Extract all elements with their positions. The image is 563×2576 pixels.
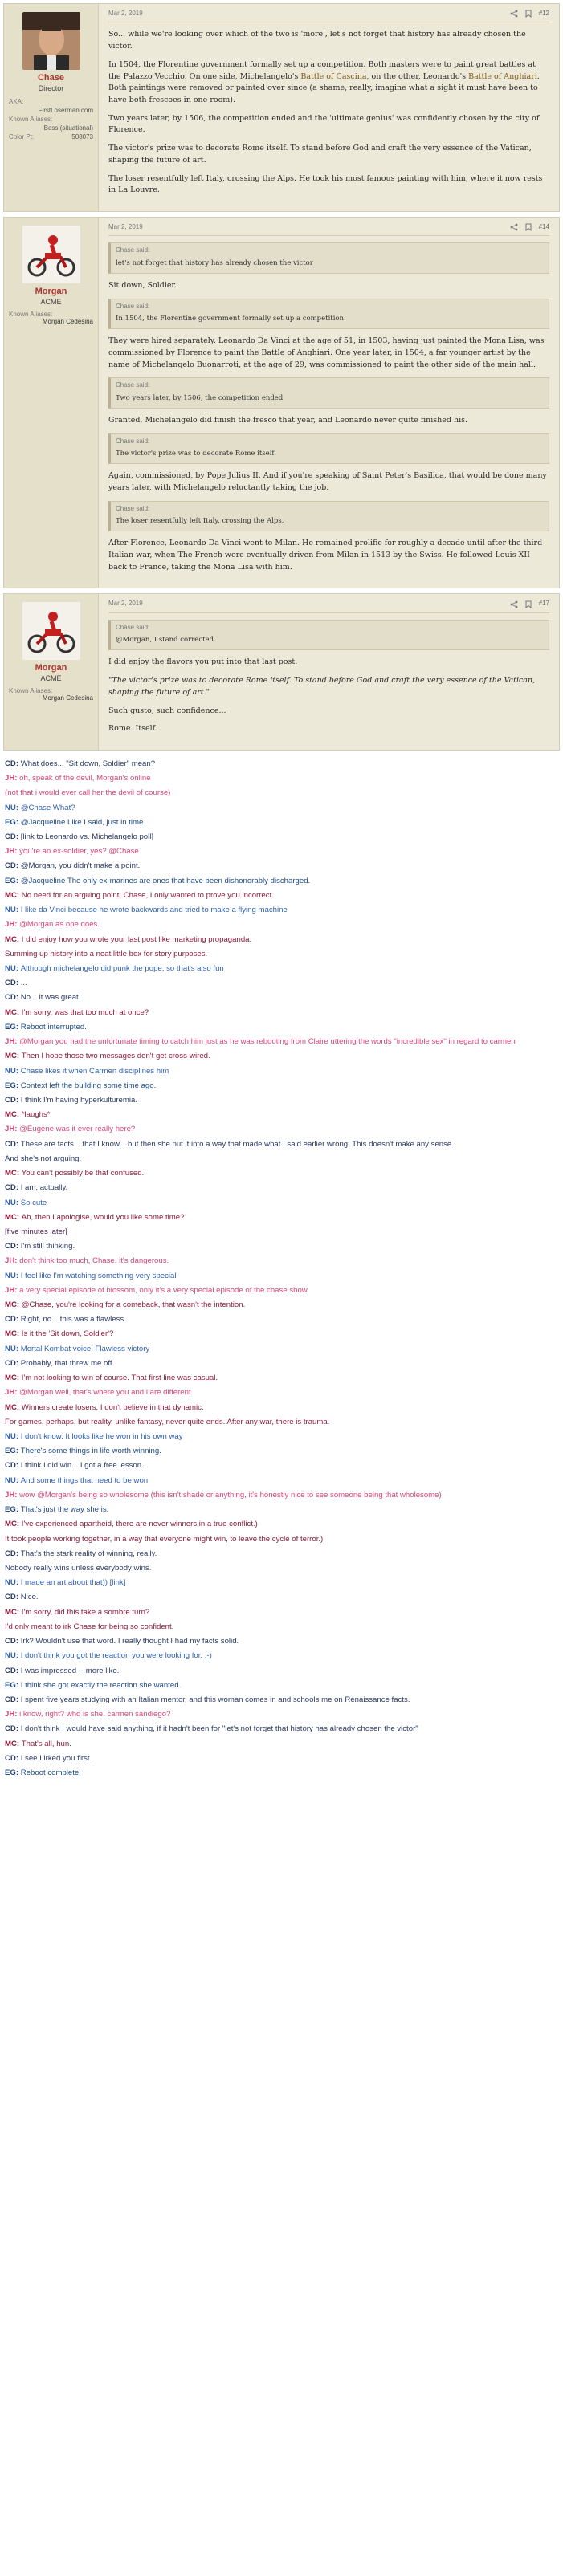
chat-line xyxy=(5,1490,558,1500)
stat-value: FirstLoserman.com xyxy=(38,107,93,114)
chat-speaker: CD: xyxy=(5,1593,21,1602)
chat-line xyxy=(5,1548,558,1559)
chat-line xyxy=(5,1592,558,1602)
chat-speaker: JH: xyxy=(5,1388,20,1398)
chat-speaker: CD: xyxy=(5,1637,21,1646)
chat-line xyxy=(5,1124,558,1134)
chat-line xyxy=(5,1636,558,1646)
chat-line xyxy=(5,963,558,974)
chat-speaker: NU: xyxy=(5,1651,21,1661)
post-paragraph xyxy=(108,113,549,136)
quote-author[interactable]: Chase said: xyxy=(116,623,150,631)
chat-text: It took people working together, in a way that everyone might win, to leave the cycle of terror.) xyxy=(5,1534,324,1544)
chat-line xyxy=(5,1314,558,1325)
chat-text: don't think too much, Chase. it's dangerous. xyxy=(19,1256,169,1266)
chat-line xyxy=(5,876,558,886)
chat-text: I'm not looking to win of course. That first line was casual. xyxy=(21,1373,218,1383)
username[interactable]: Chase xyxy=(37,73,65,83)
chat-line xyxy=(5,1417,558,1427)
chat-line xyxy=(5,1066,558,1076)
quote-text: let's not forget that history has already chosen the victor xyxy=(116,258,313,267)
chat-text: That's all, hun. xyxy=(21,1739,71,1748)
post-paragraph: Such gusto, such confidence... xyxy=(108,706,226,715)
chat-text: I'd only meant to irk Chase for being so confident. xyxy=(5,1622,174,1631)
chat-log xyxy=(0,755,563,1789)
post-number[interactable]: #17 xyxy=(538,600,549,608)
chat-line xyxy=(5,1344,558,1354)
quote-author[interactable]: Chase said: xyxy=(116,246,150,254)
reply-text: Sit down, Soldier. xyxy=(108,280,177,290)
chat-speaker: CD: xyxy=(5,759,21,768)
quote-text: In 1504, the Florentine government formally set up a competition. xyxy=(116,315,346,324)
quote-block xyxy=(108,433,549,465)
chat-line xyxy=(5,803,558,813)
chat-line xyxy=(5,1358,558,1369)
chat-text: I don't think you got the reaction you were looking for. ;-) xyxy=(20,1651,212,1661)
chat-speaker: EG: xyxy=(5,1680,21,1690)
chat-line xyxy=(5,905,558,915)
chat-speaker: EG: xyxy=(5,876,21,885)
reply-text: They were hired separately. Leonardo Da Vinci at the age of 51, in 1503, having just painted the Mona Lisa, was commissioned by Florence to paint the Battle of Anghiari. One year later, in 1504, a far younger artist by the name of Michelangelo Buonarroti, at the age of 29, was commissioned to paint the other side of the main hall. xyxy=(108,336,545,369)
chat-line xyxy=(5,1607,558,1618)
chat-text: I spent five years studying with an Italian mentor, and this woman comes in and schools me on Renaissance facts. xyxy=(20,1695,410,1704)
chat-text: No need for an arguing point, Chase, I only wanted to prove you incorrect. xyxy=(21,890,274,900)
battle-of-anghiari-link[interactable]: Battle of Anghiari xyxy=(468,71,537,81)
chat-text: Summing up history into a neat little box for story purposes. xyxy=(5,949,208,958)
paragraph-text: So... while we're looking over which of the two is 'more', let's not forget that history has already chosen the victor. xyxy=(108,30,526,51)
post-body xyxy=(99,218,559,588)
chat-speaker: JH: xyxy=(5,1037,20,1047)
post-date[interactable]: Mar 2, 2019 xyxy=(108,600,143,608)
chat-line xyxy=(5,1329,558,1339)
quote-block xyxy=(108,377,549,409)
avatar-morgan-icon xyxy=(22,602,80,660)
chat-speaker: NU: xyxy=(5,1475,21,1485)
chat-speaker: EG: xyxy=(5,1505,21,1515)
chat-speaker: NU: xyxy=(5,1066,21,1076)
chat-text: i know, right? who is she, carmen sandiego? xyxy=(19,1710,171,1719)
chat-speaker: MC: xyxy=(5,1329,22,1339)
chat-speaker: MC: xyxy=(5,1373,22,1383)
chat-speaker: MC: xyxy=(5,890,22,900)
chat-text: Context left the building some time ago. xyxy=(20,1080,157,1090)
post-number[interactable]: #12 xyxy=(538,10,549,17)
chat-text: Mortal Kombat voice: Flawless victory xyxy=(20,1344,150,1353)
post-user-panel xyxy=(4,4,99,211)
chat-speaker: MC: xyxy=(5,1739,22,1748)
chat-text: There's some things in life worth winning. xyxy=(20,1447,161,1456)
paragraph-text: The loser resentfully left Italy, crossing the Alps. He took his most famous painting with him, where it now rests in La Louvre. xyxy=(108,173,543,195)
chat-text: @Chase, you're looking for a comeback, that wasn't the intention. xyxy=(21,1300,246,1310)
post-user-panel xyxy=(4,594,99,750)
user-stats xyxy=(9,97,93,141)
chat-speaker: JH: xyxy=(5,1256,20,1266)
battle-of-cascina-link[interactable]: Battle of Cascina xyxy=(300,71,367,81)
chat-speaker: CD: xyxy=(5,979,21,988)
chat-line xyxy=(5,1241,558,1251)
post-number[interactable]: #14 xyxy=(538,223,549,231)
chat-speaker: JH: xyxy=(5,1490,20,1500)
quote-block xyxy=(108,299,549,330)
chat-text: Ah, then I apologise, would you like some time? xyxy=(21,1212,185,1222)
post-body xyxy=(99,4,559,211)
chat-text: (not that i would ever call her the devil of course) xyxy=(5,788,171,798)
reply-text: Again, commissioned, by Pope Julius II. And if you're speaking of Saint Peter's Basilica, that would be done many years later, with Michelangelo reluctantly taking the job. xyxy=(108,471,547,492)
chat-line xyxy=(5,1198,558,1208)
chat-text: I am, actually. xyxy=(20,1183,68,1193)
chat-line xyxy=(5,1285,558,1296)
chat-speaker: CD: xyxy=(5,1666,21,1675)
chat-speaker: EG: xyxy=(5,1022,21,1032)
post-user-panel xyxy=(4,218,99,588)
chat-speaker: CD: xyxy=(5,1695,21,1704)
chat-line xyxy=(5,1154,558,1164)
chat-text: Nice. xyxy=(20,1593,39,1602)
chat-text: I think I'm having hyperkulturemia. xyxy=(20,1095,137,1105)
chat-text: So cute xyxy=(20,1198,47,1207)
chat-text: Irk? Wouldn't use that word. I really thought I had my facts solid. xyxy=(20,1637,239,1646)
forum-post xyxy=(3,593,560,751)
chat-speaker: JH: xyxy=(5,1125,20,1134)
chat-line xyxy=(5,1519,558,1529)
chat-text: I'm sorry, was that too much at once? xyxy=(21,1007,149,1017)
paragraph-text: In 1504, the Florentine government formally set up a competition. Both masters were to paint great battles at the Palazzo Vecchio. On one side, Michelangelo's xyxy=(108,59,536,81)
chat-line xyxy=(5,1446,558,1456)
chat-line xyxy=(5,1680,558,1691)
chat-speaker: CD: xyxy=(5,1139,21,1149)
quote-author[interactable]: Chase said: xyxy=(116,381,150,389)
forum-post xyxy=(3,217,560,588)
user-title: Director xyxy=(38,84,64,92)
quote-text: @Morgan, I stand corrected. xyxy=(116,636,216,645)
chat-text: a very special episode of blossom, only it's a very special episode of the chase show xyxy=(19,1285,308,1295)
chat-line xyxy=(5,1051,558,1061)
chat-speaker: CD: xyxy=(5,1183,21,1193)
chat-line xyxy=(5,1182,558,1193)
paragraph-text: Two years later, by 1506, the competition ended and the 'ultimate genius' was confidently chosen by the city of Florence. xyxy=(108,113,540,135)
chat-line xyxy=(5,1709,558,1719)
chat-speaker: EG: xyxy=(5,817,21,827)
share-icon[interactable] xyxy=(510,223,518,231)
post-paragraph: Rome. Itself. xyxy=(108,724,157,734)
chat-speaker: CD: xyxy=(5,1315,21,1325)
paragraph-text: The victor's prize was to decorate Rome itself. To stand before God and craft the very essence of the Vatican, shaping the future of art. xyxy=(108,144,532,165)
chat-speaker: MC: xyxy=(5,1402,22,1412)
chat-speaker: NU: xyxy=(5,1344,21,1353)
chat-speaker: JH: xyxy=(5,1285,20,1295)
quote-author[interactable]: Chase said: xyxy=(116,504,150,512)
chat-text: I did enjoy how you wrote your last post like marketing propaganda. xyxy=(21,934,252,944)
chat-speaker: EG: xyxy=(5,1080,21,1090)
chat-line xyxy=(5,1768,558,1778)
chat-speaker: CD: xyxy=(5,832,21,842)
chat-line xyxy=(5,787,558,798)
chat-speaker: CD: xyxy=(5,861,21,871)
post-header xyxy=(108,222,549,236)
chat-speaker: MC: xyxy=(5,1607,22,1617)
chat-text: [five minutes later] xyxy=(5,1227,67,1236)
chat-text: @Eugene was it ever really here? xyxy=(19,1125,136,1134)
alias-value: Morgan Cedesina xyxy=(42,318,93,326)
chat-text: What does... "Sit down, Soldier" mean? xyxy=(20,759,156,768)
chat-text: @Morgan well, that's where you and i are different. xyxy=(19,1388,194,1398)
chat-text: Although michelangelo did punk the pope, so that's also fun xyxy=(20,964,224,974)
chat-line xyxy=(5,978,558,988)
chat-text: I've experienced apartheid, there are never winners in a true conflict.) xyxy=(21,1520,258,1529)
chat-text: Right, no... this was a flawless. xyxy=(20,1315,126,1325)
chat-text: Probably, that threw me off. xyxy=(20,1358,115,1368)
aliases-label: Known Aliases: xyxy=(9,687,53,695)
stat-key: Known Aliases: xyxy=(9,116,53,123)
quote-text: Two years later, by 1506, the competition ended xyxy=(116,393,284,402)
quote-block xyxy=(108,501,549,532)
share-icon[interactable] xyxy=(510,10,518,18)
chat-text: I feel like I'm watching something very special xyxy=(20,1271,177,1280)
chat-text: @Jacqueline Like I said, just in time. xyxy=(20,817,146,827)
chat-line xyxy=(5,1373,558,1383)
post-paragraph: "The victor's prize was to decorate Rome itself. To stand before God and craft the very essence of the Vatican, shaping the future of art." xyxy=(108,676,536,697)
username[interactable]: Morgan xyxy=(35,287,67,297)
chat-line xyxy=(5,1036,558,1047)
chat-text: Chase likes it when Carmen disciplines him xyxy=(20,1066,169,1076)
chat-speaker: NU: xyxy=(5,905,21,915)
chat-line xyxy=(5,1723,558,1734)
chat-text: I think she got exactly the reaction she wanted. xyxy=(20,1680,182,1690)
chat-text: you're an ex-soldier, yes? @Chase xyxy=(19,847,139,857)
chat-line xyxy=(5,1095,558,1105)
chat-speaker: MC: xyxy=(5,1052,22,1061)
bookmark-icon[interactable] xyxy=(524,10,532,18)
chat-line xyxy=(5,1577,558,1588)
chat-line xyxy=(5,1080,558,1091)
post-paragraph: I did enjoy the flavors you put into that last post. xyxy=(108,657,298,667)
chat-text: [link to Leonardo vs. Michelangelo poll] xyxy=(20,832,154,842)
chat-speaker: CD: xyxy=(5,1753,21,1763)
chat-text: I'm sorry, did this take a sombre turn? xyxy=(21,1607,150,1617)
chat-line xyxy=(5,1255,558,1266)
chat-text: @Morgan as one does. xyxy=(19,920,100,930)
reply-text: After Florence, Leonardo Da Vinci went to Milan. He remained prolific for roughly a decade until after the third Italian war, when The French were eventually driven from Milan in 1513 by the Swiss. He followed Louis XII back to France, taking the Mona Lisa with him. xyxy=(108,539,543,572)
chat-speaker: CD: xyxy=(5,1095,21,1105)
user-title: ACME xyxy=(40,298,62,307)
chat-text: I think I did win... I got a free lesson. xyxy=(20,1461,144,1471)
chat-line xyxy=(5,1460,558,1471)
chat-text: No... it was great. xyxy=(20,993,81,1003)
post-paragraph xyxy=(108,173,549,197)
chat-text: For games, perhaps, but reality, unlike fantasy, never quite ends. After any war, there is trauma. xyxy=(5,1417,330,1426)
chat-speaker: CD: xyxy=(5,1461,21,1471)
chat-text: Then I hope those two messages don't get cross-wired. xyxy=(21,1052,210,1061)
chat-text: Is it the 'Sit down, Soldier'? xyxy=(21,1329,114,1339)
chat-line xyxy=(5,817,558,828)
chat-line xyxy=(5,1739,558,1749)
chat-line xyxy=(5,846,558,857)
chat-speaker: JH: xyxy=(5,774,20,783)
stat-value: 508073 xyxy=(71,133,93,140)
chat-text: @Jacqueline The only ex-marines are ones that have been dishonorably discharged. xyxy=(20,876,311,885)
chat-speaker: NU: xyxy=(5,1198,21,1207)
chat-speaker: NU: xyxy=(5,803,21,812)
chat-text: That's just the way she is. xyxy=(20,1505,109,1515)
chat-line xyxy=(5,1534,558,1544)
stat-key: Color Pt: xyxy=(9,133,35,140)
chat-speaker: NU: xyxy=(5,1578,21,1588)
user-title: ACME xyxy=(40,674,62,683)
post-body xyxy=(99,594,559,750)
chat-line xyxy=(5,1431,558,1442)
chat-text: oh, speak of the devil, Morgan's online xyxy=(19,774,151,783)
post-date[interactable]: Mar 2, 2019 xyxy=(108,10,143,17)
chat-speaker: CD: xyxy=(5,1724,21,1734)
post-date[interactable]: Mar 2, 2019 xyxy=(108,223,143,231)
chat-line xyxy=(5,1695,558,1705)
quote-text: The victor's prize was to decorate Rome itself. xyxy=(116,450,276,458)
chat-speaker: EG: xyxy=(5,1768,21,1778)
chat-speaker: MC: xyxy=(5,1212,22,1222)
paragraph-text: , on the other, Leonardo's xyxy=(366,71,469,81)
chat-text: wow @Morgan's being so wholesome (this isn't shade or anything, it's honestly nice to see someone being that wholesome) xyxy=(19,1490,442,1500)
chat-speaker: NU: xyxy=(5,964,21,974)
chat-line xyxy=(5,1475,558,1486)
quote-author[interactable]: Chase said: xyxy=(116,437,150,445)
chat-speaker: NU: xyxy=(5,1271,21,1280)
chat-line xyxy=(5,1139,558,1150)
chat-speaker: CD: xyxy=(5,993,21,1003)
forum-post xyxy=(3,3,560,212)
chat-line xyxy=(5,1300,558,1310)
chat-speaker: MC: xyxy=(5,1520,22,1529)
chat-speaker: CD: xyxy=(5,1242,21,1251)
post-header xyxy=(108,599,549,612)
chat-speaker: MC: xyxy=(5,1110,22,1120)
chat-text: And she's not arguing. xyxy=(5,1154,82,1163)
quote-block xyxy=(108,620,549,651)
chat-text: @Morgan, you didn't make a point. xyxy=(20,861,141,871)
chat-line xyxy=(5,1227,558,1237)
avatar-morgan-icon xyxy=(22,226,80,283)
chat-line xyxy=(5,1271,558,1281)
bookmark-icon[interactable] xyxy=(524,223,532,231)
chat-line xyxy=(5,1504,558,1515)
chat-text: That's the stark reality of winning, really. xyxy=(20,1548,157,1558)
chat-text: Reboot interrupted. xyxy=(20,1022,87,1032)
reply-text: Granted, Michelangelo did finish the fresco that year, and Leonardo never quite finished his. xyxy=(108,415,468,425)
chat-line xyxy=(5,890,558,901)
alias-value: Morgan Cedesina xyxy=(42,694,93,702)
chat-text: *laughs* xyxy=(21,1110,51,1120)
chat-line xyxy=(5,919,558,930)
post-header xyxy=(108,9,549,22)
chat-text: @Chase What? xyxy=(20,803,75,812)
stat-key: AKA: xyxy=(9,98,24,105)
chat-text: Winners create losers, I don't believe in that dynamic. xyxy=(21,1402,204,1412)
chat-line xyxy=(5,1387,558,1398)
aliases-label: Known Aliases: xyxy=(9,311,53,319)
chat-speaker: MC: xyxy=(5,934,22,944)
avatar[interactable] xyxy=(22,12,80,70)
chat-text: I don't know. It looks like he won in his own way xyxy=(20,1432,183,1442)
chat-line xyxy=(5,949,558,959)
chat-text: I see I irked you first. xyxy=(20,1753,92,1763)
bookmark-icon[interactable] xyxy=(524,600,532,608)
chat-line xyxy=(5,1022,558,1032)
post-paragraph xyxy=(108,29,549,52)
chat-line xyxy=(5,1007,558,1018)
chat-text: You can't possibly be that confused. xyxy=(21,1169,145,1178)
share-icon[interactable] xyxy=(510,600,518,608)
chat-line xyxy=(5,1650,558,1661)
chat-speaker: CD: xyxy=(5,1358,21,1368)
chat-speaker: EG: xyxy=(5,1447,21,1456)
chat-line xyxy=(5,1402,558,1413)
chat-text: And some things that need to be won xyxy=(20,1475,149,1485)
chat-text: I was impressed -- more like. xyxy=(20,1666,120,1675)
quote-text: The loser resentfully left Italy, crossing the Alps. xyxy=(116,517,284,526)
chat-speaker: MC: xyxy=(5,1169,22,1178)
chat-text: I made an art about that)) [link] xyxy=(20,1578,126,1588)
chat-line xyxy=(5,1563,558,1573)
paragraph-text: . Both paintings were removed or painted over since (a shame, really, imagine what a sight it must have been to have both frescoes in one room). xyxy=(108,71,540,104)
chat-speaker: JH: xyxy=(5,1710,20,1719)
chat-line xyxy=(5,934,558,945)
quote-block xyxy=(108,242,549,274)
chat-line xyxy=(5,773,558,783)
chat-text: These are facts... that I know... but then she put it into a way that made what I said earlier wrong. This doesn't make any sense. xyxy=(20,1139,454,1149)
chat-text: I like da Vinci because he wrote backwards and tried to make a flying machine xyxy=(20,905,288,915)
chat-line xyxy=(5,832,558,842)
chat-text: @Morgan you had the unfortunate timing to catch him just as he was rebooting from Claire uttering the words "incredible sex" in regard to carmen xyxy=(19,1037,516,1047)
chat-text: I don't think I would have said anything, if it hadn't been for "let's not forget that history has already chosen the victor" xyxy=(20,1724,418,1734)
chat-speaker: JH: xyxy=(5,847,20,857)
chat-text: I'm still thinking. xyxy=(20,1242,75,1251)
avatar[interactable] xyxy=(22,226,80,283)
chat-line xyxy=(5,1168,558,1178)
avatar-chase-icon xyxy=(22,12,80,70)
chat-speaker: MC: xyxy=(5,1300,22,1310)
avatar[interactable] xyxy=(22,602,80,660)
chat-text: Reboot complete. xyxy=(20,1768,81,1778)
quote-author[interactable]: Chase said: xyxy=(116,302,150,310)
chat-line xyxy=(5,759,558,769)
chat-speaker: MC: xyxy=(5,1007,22,1017)
chat-line xyxy=(5,1753,558,1764)
post-paragraph xyxy=(108,59,549,107)
chat-text: Nobody really wins unless everybody wins. xyxy=(5,1563,152,1573)
chat-line xyxy=(5,1622,558,1632)
chat-line xyxy=(5,1109,558,1120)
chat-line xyxy=(5,992,558,1003)
chat-speaker: JH: xyxy=(5,920,20,930)
chat-text: ... xyxy=(20,979,27,988)
chat-line xyxy=(5,861,558,871)
username[interactable]: Morgan xyxy=(35,663,67,674)
stat-value: Boss (situational) xyxy=(43,124,93,132)
chat-line xyxy=(5,1212,558,1223)
post-paragraph xyxy=(108,143,549,166)
chat-speaker: CD: xyxy=(5,1548,21,1558)
chat-line xyxy=(5,1666,558,1676)
chat-speaker: NU: xyxy=(5,1432,21,1442)
